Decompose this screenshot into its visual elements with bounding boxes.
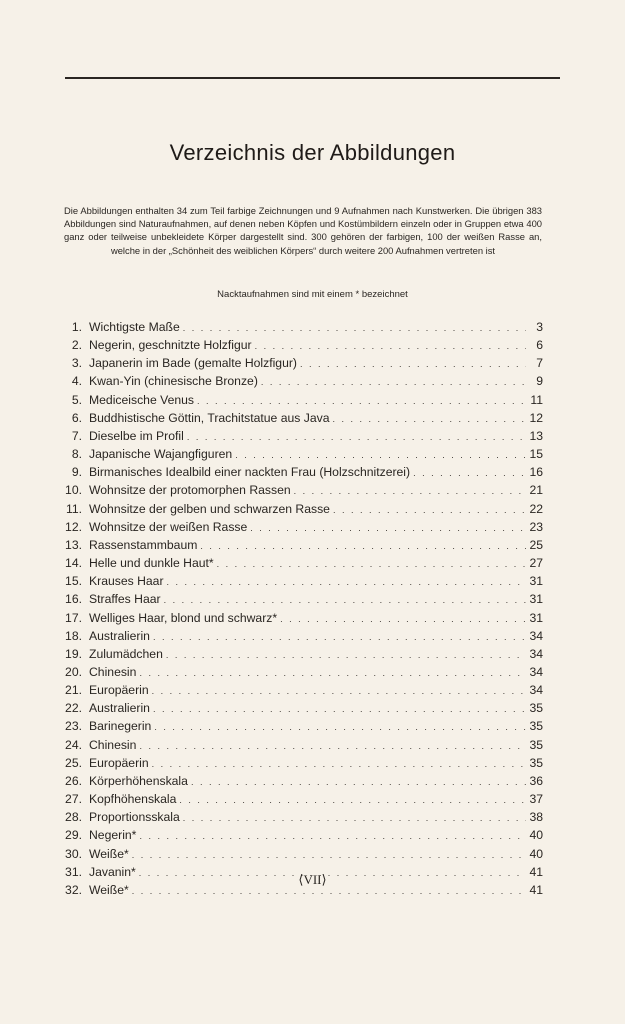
toc-entry-number: 3. (71, 356, 82, 371)
toc-entry (60, 808, 543, 826)
nude-photo-note: Nacktaufnahmen sind mit einem * bezeichnet (217, 289, 408, 300)
toc-entry-page: 34 (529, 683, 543, 698)
toc-entry (60, 572, 543, 590)
toc-entry-title: Negerin* (89, 828, 137, 843)
toc-entry-title: Proportionsskala (89, 810, 180, 825)
dot-leader (200, 537, 526, 555)
toc-entry (60, 463, 543, 481)
toc-entry-page: 41 (529, 864, 543, 879)
dot-leader (294, 482, 526, 500)
dot-leader (139, 827, 526, 845)
toc-entry-number: 4. (71, 374, 82, 389)
toc-entry-title: Körperhöhenskala (89, 773, 188, 788)
toc-entry-number: 28. (65, 810, 82, 825)
toc-entry-title: Chinesin (89, 737, 137, 752)
toc-entry-page: 23 (529, 519, 543, 534)
toc-entry-number: 13. (65, 537, 82, 552)
toc-entry-title: Buddhistische Göttin, Trachitstatue aus Java (89, 410, 330, 425)
toc-entry-number: 10. (65, 483, 82, 498)
dot-leader (300, 355, 526, 373)
toc-entry-page: 27 (529, 556, 543, 571)
dot-leader (280, 610, 526, 628)
toc-entry (60, 790, 543, 808)
toc-entry (60, 699, 543, 717)
toc-entry (60, 717, 543, 735)
toc-entry-number: 2. (71, 338, 82, 353)
toc-entry-page: 34 (529, 646, 543, 661)
intro-paragraph: Die Abbildungen enthalten 34 zum Teil farbige Zeichnungen und 9 Aufnahmen nach Kunstwerken. Die übrigen 383 Abbildungen sind Naturaufnahmen, auf denen neben Köpfen und Kostümbildern einzeln oder in Gruppen etwa 400 ganz oder teilweise unbekleidete Körper dargestellt sind. 300 gehören der farbigen, 100 der weißen Rasse an, welche in der „Schönheit des weiblichen Körpers“ durch weitere 200 Aufnahmen vertreten ist (64, 205, 542, 256)
toc-entry (60, 445, 543, 463)
dot-leader (250, 519, 526, 537)
toc-entry-title: Zulumädchen (89, 646, 163, 661)
toc-entry-title: Helle und dunkle Haut* (89, 556, 214, 571)
toc-entry-title: Barinegerin (89, 719, 152, 734)
toc-entry-page: 6 (536, 338, 543, 353)
toc-entry (60, 845, 543, 863)
toc-entry-title: Japanische Wajangfiguren (89, 447, 233, 462)
toc-entry-page: 35 (529, 755, 543, 770)
dot-leader (167, 573, 526, 591)
page-title: Verzeichnis der Abbildungen (169, 140, 456, 165)
toc-entry-page: 13 (529, 428, 543, 443)
toc-entry (60, 409, 543, 427)
toc-entry-page: 40 (529, 828, 543, 843)
toc-entry (60, 500, 543, 518)
toc-entry-title: Kwan-Yin (chinesische Bronze) (89, 374, 258, 389)
toc-entry-number: 7. (71, 428, 82, 443)
dot-leader (197, 392, 526, 410)
toc-entry-title: Kopfhöhenskala (89, 792, 177, 807)
dot-leader (154, 718, 526, 736)
toc-entry-number: 9. (71, 465, 82, 480)
toc-entry-title: Birmanisches Idealbild einer nackten Frau (Holzschnitzerei) (89, 465, 411, 480)
toc-entry (60, 772, 543, 790)
toc-entry-number: 12. (65, 519, 82, 534)
toc-entry-page: 21 (529, 483, 543, 498)
toc-entry-number: 26. (65, 773, 82, 788)
toc-entry-page: 38 (529, 810, 543, 825)
dot-leader (183, 319, 526, 337)
toc-entry-title: Mediceische Venus (89, 392, 195, 407)
dot-leader (261, 373, 526, 391)
toc-entry-number: 1. (71, 320, 82, 334)
toc-entry-title: Australierin (89, 701, 150, 716)
toc-entry-number: 14. (65, 556, 82, 571)
toc-entry-page: 11 (530, 392, 543, 407)
toc-entry-page: 31 (529, 610, 543, 625)
toc-entry-title: Wichtigste Maße (89, 320, 180, 334)
toc-entry-title: Wohnsitze der weißen Rasse (89, 519, 248, 534)
dot-leader (255, 337, 526, 355)
toc-entry-page: 40 (529, 846, 543, 861)
table-of-illustrations (60, 318, 543, 899)
toc-entry-page: 37 (529, 792, 543, 807)
dot-leader (187, 428, 526, 446)
toc-entry-number: 5. (71, 392, 82, 407)
dot-leader (183, 809, 526, 827)
toc-entry-number: 30. (65, 846, 82, 861)
toc-entry (60, 663, 543, 681)
toc-entry-number: 20. (65, 664, 82, 679)
toc-entry-number: 24. (65, 737, 82, 752)
dot-leader (139, 664, 526, 682)
toc-entry-title: Javanin* (89, 864, 136, 879)
toc-entry (60, 590, 543, 608)
dot-leader (333, 410, 527, 428)
toc-entry (60, 518, 543, 536)
toc-entry (60, 754, 543, 772)
page-number: ⟨VII⟩ (298, 872, 327, 887)
toc-entry-number: 8. (71, 447, 82, 462)
toc-entry-title: Welliges Haar, blond und schwarz* (89, 610, 278, 625)
toc-entry-number: 21. (65, 683, 82, 698)
toc-entry-number: 29. (65, 828, 82, 843)
toc-entry-title: Weiße* (89, 882, 129, 897)
toc-entry (60, 391, 543, 409)
toc-entry (60, 536, 543, 554)
toc-entry-title: Negerin, geschnitzte Holzfigur (89, 338, 252, 353)
dot-leader (179, 791, 526, 809)
toc-entry-number: 6. (71, 410, 82, 425)
toc-entry-page: 31 (529, 574, 543, 589)
toc-entry (60, 336, 543, 354)
toc-entry-page: 35 (529, 719, 543, 734)
toc-entry (60, 736, 543, 754)
dot-leader (139, 737, 526, 755)
toc-entry-number: 19. (65, 646, 82, 661)
toc-entry-title: Chinesin (89, 664, 137, 679)
toc-entry-page: 7 (536, 356, 543, 371)
toc-entry-number: 18. (65, 628, 82, 643)
toc-entry-title: Weiße* (89, 846, 129, 861)
toc-entry-title: Europäerin (89, 683, 149, 698)
toc-entry-title: Straffes Haar (89, 592, 161, 607)
toc-entry-title: Australierin (89, 628, 150, 643)
toc-entry (60, 826, 543, 844)
toc-entry-page: 12 (529, 410, 543, 425)
toc-entry-number: 25. (65, 755, 82, 770)
dot-leader (166, 646, 526, 664)
toc-entry-title: Krauses Haar (89, 574, 164, 589)
dot-leader (164, 591, 526, 609)
toc-entry-number: 15. (65, 574, 82, 589)
toc-entry-page: 22 (529, 501, 543, 516)
toc-entry-title: Europäerin (89, 755, 149, 770)
toc-entry-page: 41 (529, 882, 543, 897)
toc-entry-number: 16. (65, 592, 82, 607)
toc-entry (60, 481, 543, 499)
dot-leader (153, 700, 526, 718)
toc-entry-title: Dieselbe im Profil (89, 428, 184, 443)
toc-entry (60, 354, 543, 372)
toc-entry (60, 318, 543, 336)
toc-entry-title: Rassenstammbaum (89, 537, 198, 552)
dot-leader (413, 464, 526, 482)
toc-entry-number: 27. (65, 792, 82, 807)
toc-entry-page: 15 (529, 447, 543, 462)
toc-entry (60, 372, 543, 390)
toc-entry-number: 11. (65, 501, 82, 516)
dot-leader (152, 755, 526, 773)
toc-entry-title: Wohnsitze der protomorphen Rassen (89, 483, 291, 498)
toc-entry-number: 32. (65, 882, 82, 897)
toc-entry-number: 22. (65, 701, 82, 716)
dot-leader (132, 846, 526, 864)
toc-entry (60, 427, 543, 445)
dot-leader (191, 773, 526, 791)
dot-leader (217, 555, 526, 573)
toc-entry-page: 35 (529, 701, 543, 716)
toc-entry (60, 645, 543, 663)
dot-leader (153, 628, 526, 646)
toc-entry-number: 23. (65, 719, 82, 734)
toc-entry-page: 9 (536, 374, 543, 389)
dot-leader (333, 501, 526, 519)
toc-entry-title: Japanerin im Bade (gemalte Holzfigur) (89, 356, 297, 371)
toc-entry-page: 36 (529, 773, 543, 788)
toc-entry-number: 17. (65, 610, 82, 625)
toc-entry-page: 35 (529, 737, 543, 752)
toc-entry-title: Wohnsitze der gelben und schwarzen Rasse (89, 501, 330, 516)
toc-entry-page: 3 (536, 320, 543, 334)
dot-leader (152, 682, 526, 700)
toc-entry-page: 34 (529, 628, 543, 643)
toc-entry (60, 681, 543, 699)
toc-entry-page: 25 (529, 537, 543, 552)
toc-entry-page: 34 (529, 664, 543, 679)
toc-entry (60, 627, 543, 645)
top-rule (65, 77, 560, 79)
toc-entry (60, 609, 543, 627)
toc-entry-page: 16 (529, 465, 543, 480)
toc-entry (60, 554, 543, 572)
dot-leader (235, 446, 526, 464)
toc-entry-page: 31 (529, 592, 543, 607)
toc-entry-number: 31. (65, 864, 82, 879)
